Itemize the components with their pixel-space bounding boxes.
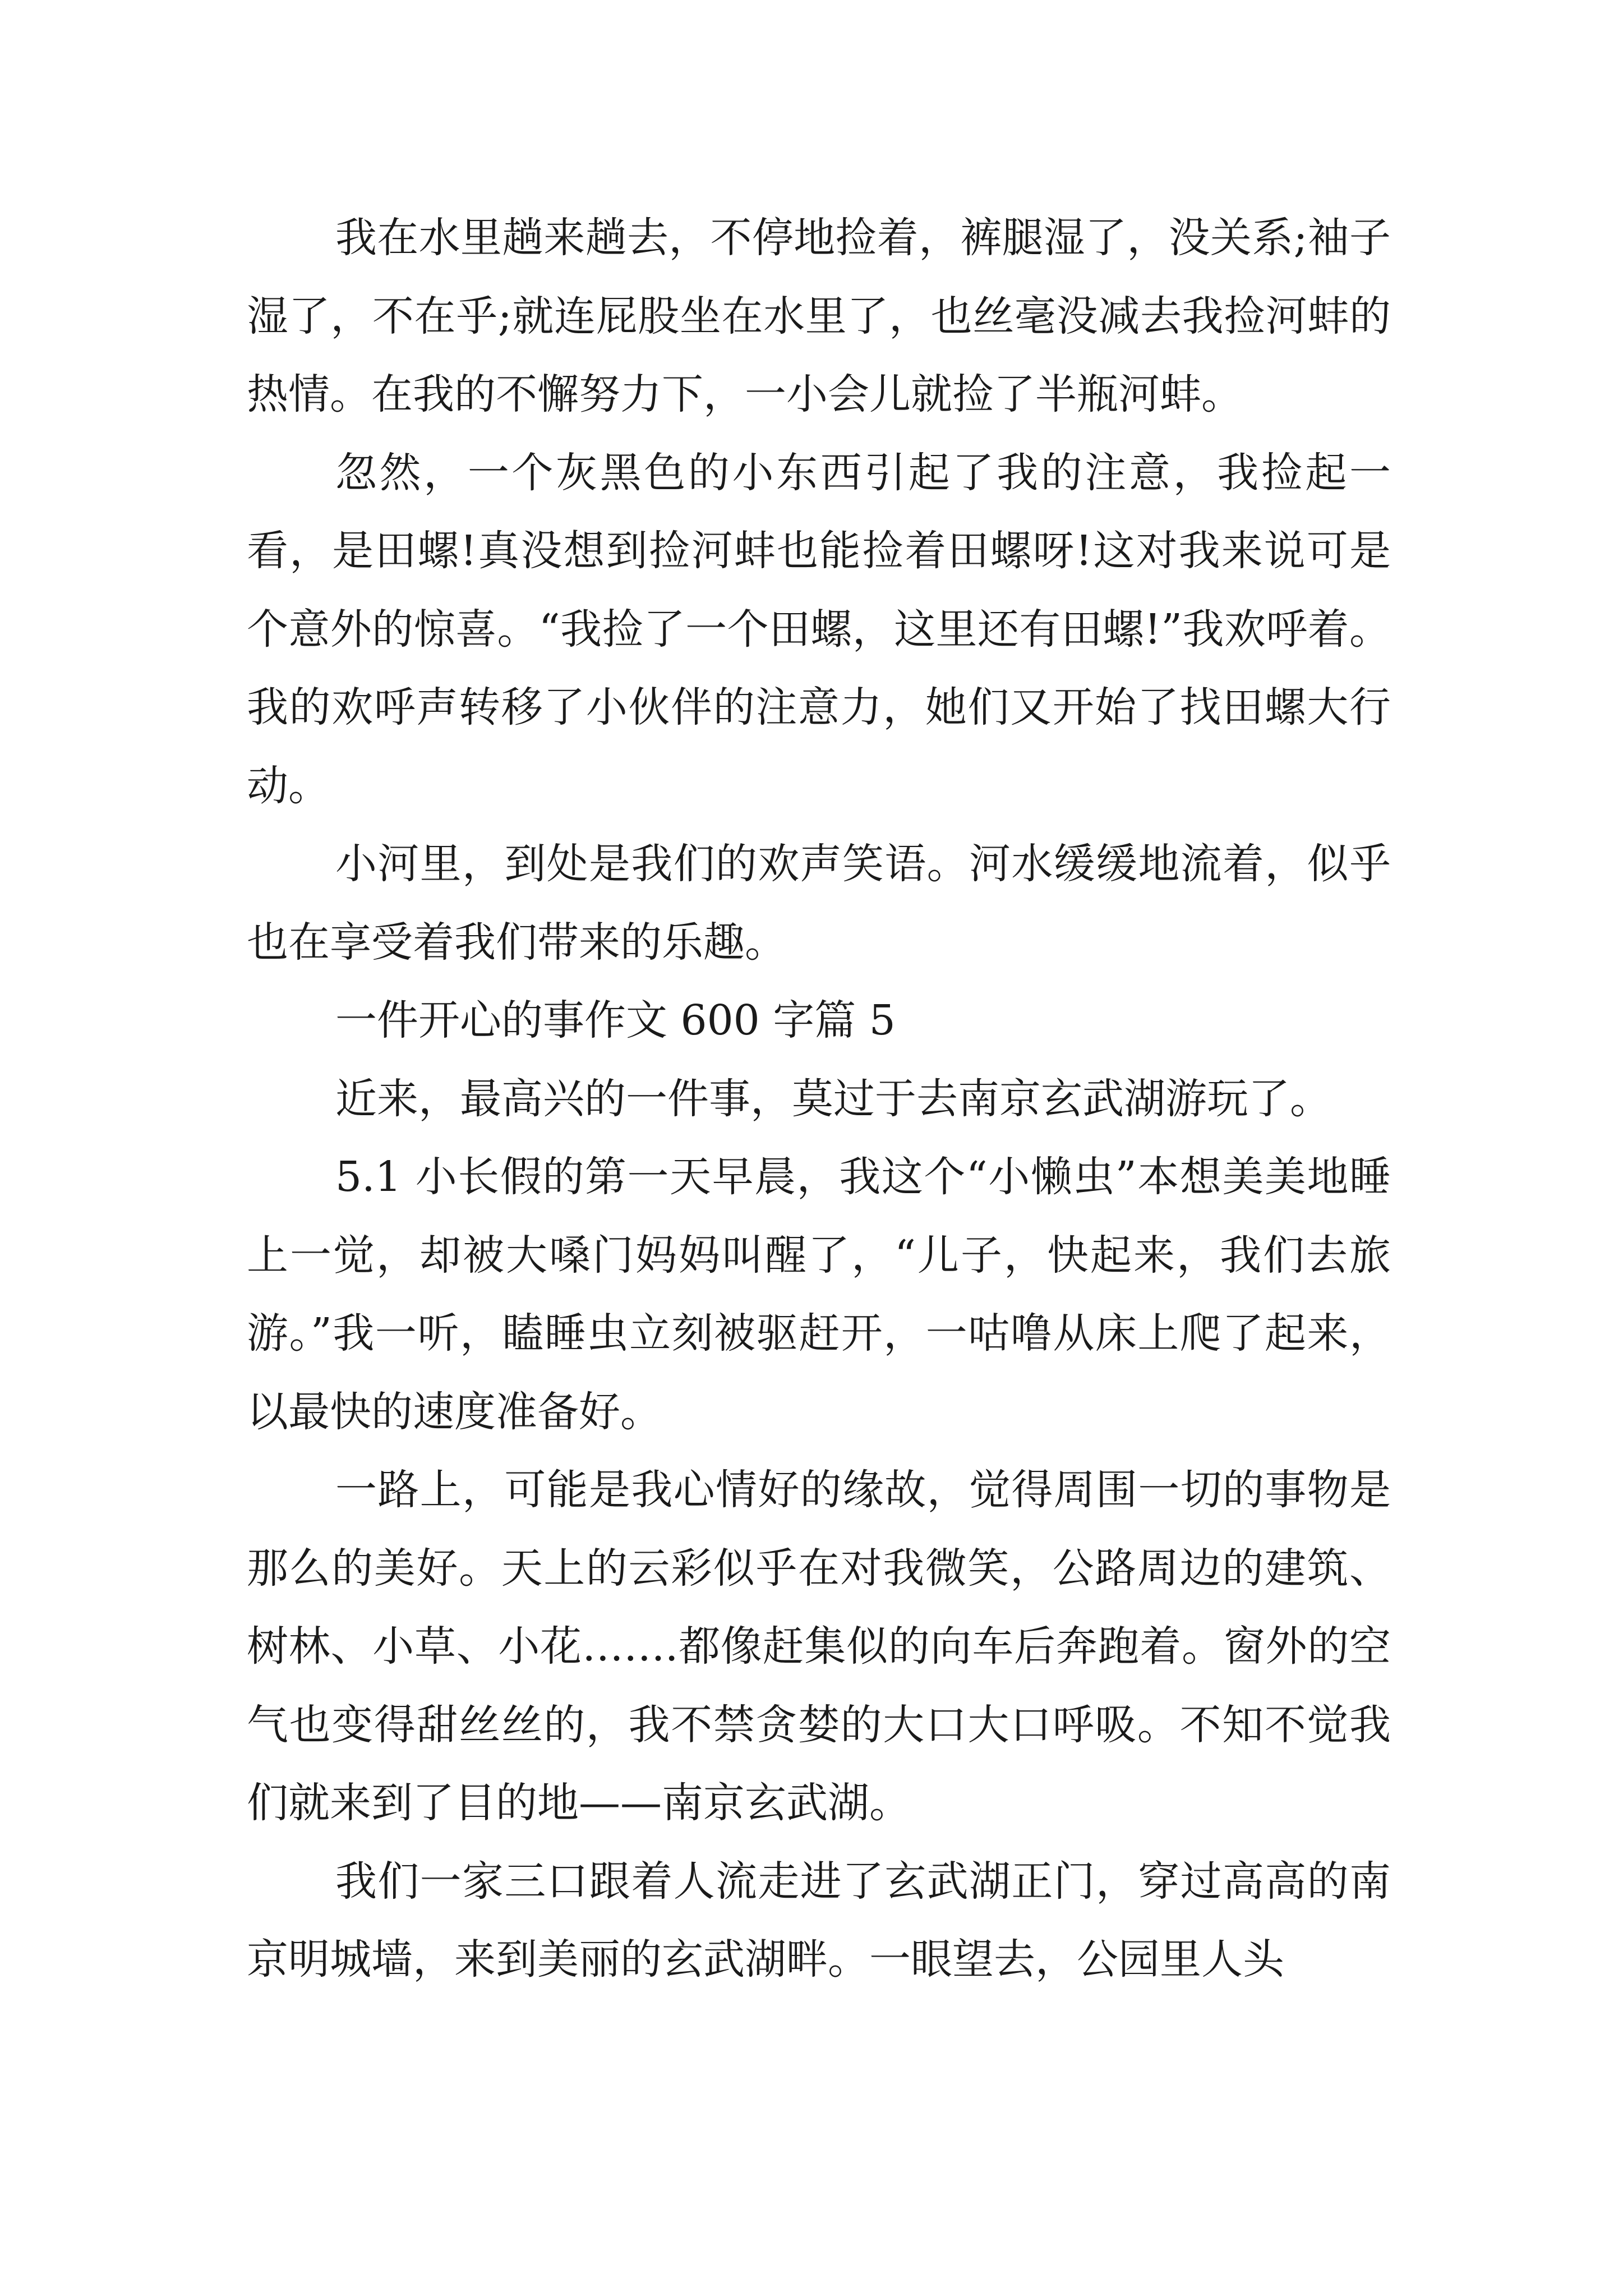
paragraph-wading: 我在水里趟来趟去，不停地捡着，裤腿湿了，没关系;袖子湿了，不在乎;就连屁股坐在水里了，也丝毫没减去我捡河蚌的热情。在我的不懈努力下，一小会儿就捡了半瓶河蚌。: [247, 214, 1391, 418]
essay-body: [247, 199, 1391, 1999]
paragraph-journey: 一路上，可能是我心情好的缘故，觉得周围一切的事物是那么的美好。天上的云彩似乎在对我微笑，公路周边的建筑、树林、小草、小花…….都像赶集似的向车后奔跑着。窗外的空气也变得甜丝丝的，我不禁贪婪的大口大口呼吸。不知不觉我们就来到了目的地——南京玄武湖。: [247, 1466, 1391, 1827]
paragraph-intro: 近来，最高兴的一件事，莫过于去南京玄武湖游玩了。: [335, 1074, 1331, 1123]
paragraph-river: 小河里，到处是我们的欢声笑语。河水缓缓地流着，似乎也在享受着我们带来的乐趣。: [247, 840, 1391, 967]
paragraph-snail: 忽然，一个灰黑色的小东西引起了我的注意，我捡起一看，是田螺!真没想到捡河蚌也能捡着田螺呀!这对我来说可是个意外的惊喜。“我捡了一个田螺，这里还有田螺!”我欢呼着。我的欢呼声转移了小伙伴的注意力，她们又开始了找田螺大行动。: [247, 448, 1391, 810]
paragraph-holiday: 5.1 小长假的第一天早晨，我这个“小懒虫”本想美美地睡上一觉，却被大嗓门妈妈叫醒了，“儿子，快起来，我们去旅游。”我一听，瞌睡虫立刻被驱赶开，一咕噜从床上爬了起来，以最快的速度准备好。: [247, 1153, 1391, 1436]
section-heading: 一件开心的事作文 600 字篇 5: [335, 996, 896, 1045]
paragraph-arrival: 我们一家三口跟着人流走进了玄武湖正门，穿过高高的南京明城墙，来到美丽的玄武湖畔。一眼望去，公园里人头: [247, 1857, 1391, 1984]
